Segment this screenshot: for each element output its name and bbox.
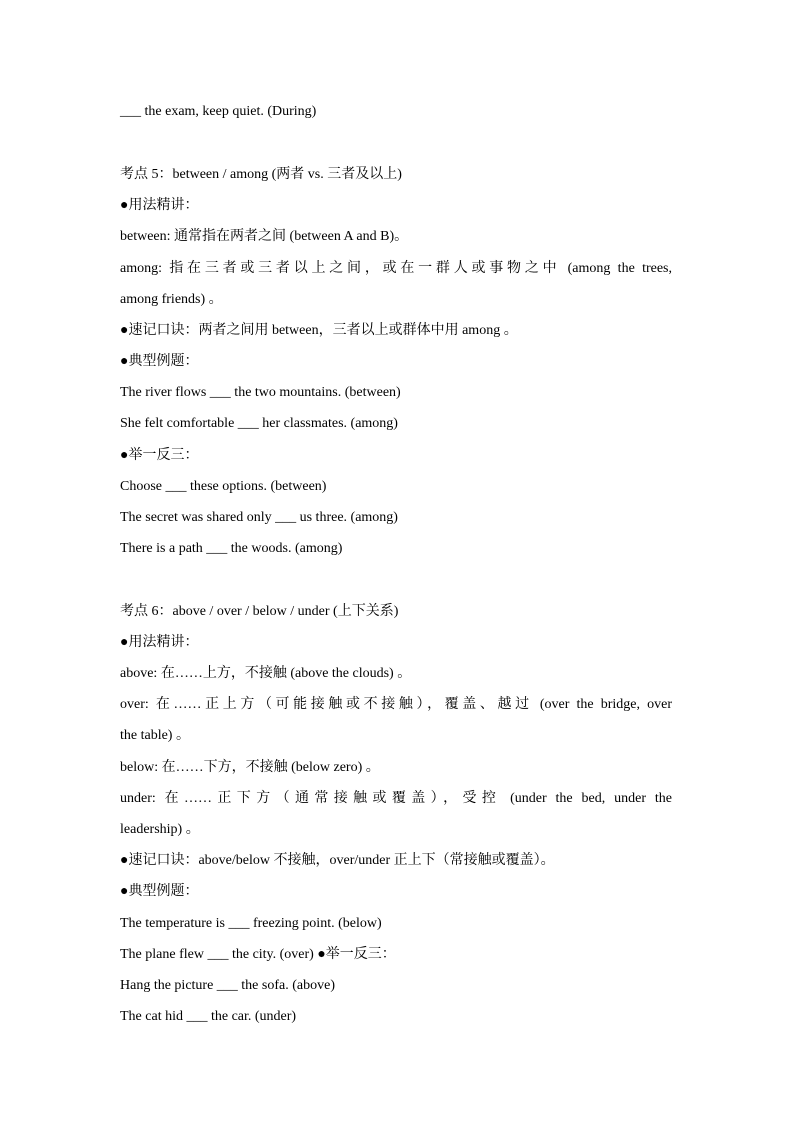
under-definition-cont: leadership) 。 <box>120 822 200 837</box>
example-6-2: The plane flew ___ the city. (over) ●举一反三： <box>120 947 396 962</box>
mnemonic-6: ●速记口诀：above/below 不接触，over/under 正上下（常接触或覆盖）。 <box>120 853 555 868</box>
above-definition: above: 在……上方，不接触 (above the clouds) 。 <box>120 666 412 681</box>
below-definition: below: 在……下方，不接触 (below zero) 。 <box>120 760 380 775</box>
practice-heading-5: ●举一反三： <box>120 448 199 463</box>
over-definition: over: 在……正上方（可能接触或不接触），覆盖、越过 (over the bridge, over <box>120 697 672 712</box>
usage-heading-5: ●用法精讲： <box>120 198 199 213</box>
exercise-during: ___ the exam, keep quiet. (During) <box>120 104 317 119</box>
section-6-heading: 考点 6：above / over / below / under (上下关系) <box>120 604 399 619</box>
practice-6-1: Hang the picture ___ the sofa. (above) <box>120 978 335 993</box>
mnemonic-5: ●速记口诀：两者之间用 between，三者以上或群体中用 among 。 <box>120 323 518 338</box>
example-6-1: The temperature is ___ freezing point. (below) <box>120 916 382 931</box>
example-5-1: The river flows ___ the two mountains. (between) <box>120 385 401 400</box>
section-5-heading: 考点 5：between / among (两者 vs. 三者及以上) <box>120 167 402 182</box>
practice-5-3: There is a path ___ the woods. (among) <box>120 541 343 556</box>
between-definition: between: 通常指在两者之间 (between A and B)。 <box>120 229 409 244</box>
practice-5-2: The secret was shared only ___ us three. (among) <box>120 510 398 525</box>
practice-5-1: Choose ___ these options. (between) <box>120 479 327 494</box>
among-definition-cont: among friends) 。 <box>120 292 223 307</box>
among-definition: among: 指在三者或三者以上之间，或在一群人或事物之中 (among the trees, <box>120 261 672 276</box>
under-definition: under: 在……正下方（通常接触或覆盖），受控 (under the bed, under the <box>120 791 672 806</box>
examples-heading-6: ●典型例题： <box>120 884 199 899</box>
example-5-2: She felt comfortable ___ her classmates. (among) <box>120 416 398 431</box>
usage-heading-6: ●用法精讲： <box>120 635 199 650</box>
over-definition-cont: the table) 。 <box>120 728 190 743</box>
practice-6-2: The cat hid ___ the car. (under) <box>120 1009 297 1024</box>
examples-heading-5: ●典型例题： <box>120 354 199 369</box>
